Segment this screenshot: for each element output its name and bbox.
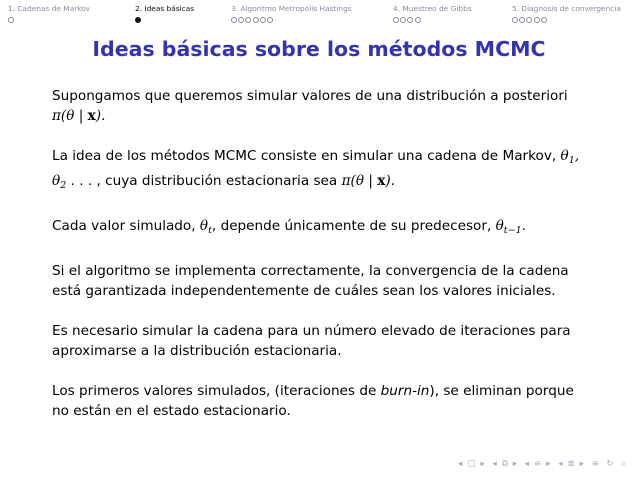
prev-subsection-arrow-icon[interactable]: ◂ xyxy=(492,459,497,469)
nav-section-dots xyxy=(512,16,621,23)
text: Cada valor simulado, xyxy=(52,218,200,234)
text: , depende únicamente de su predecesor, xyxy=(211,218,496,234)
math-theta-prev xyxy=(496,218,522,234)
nav-section-label[interactable]: 4. Muestreo de Gibbs xyxy=(393,4,472,13)
text: Supongamos que queremos simular valores de una distribución a posteriori xyxy=(52,88,568,104)
frame-icon[interactable]: □ xyxy=(467,459,476,469)
nav-section-dots xyxy=(135,16,194,23)
nav-frame-dot[interactable] xyxy=(407,17,413,23)
math-part: ). xyxy=(95,108,106,124)
nav-section-dots xyxy=(8,16,90,23)
nav-section-dots xyxy=(231,16,352,23)
math-subscript: t−1 xyxy=(503,225,522,236)
paragraph-iteraciones: Es necesario simular la cadena para un número elevado de iteraciones para aproximarse a la distribución estacionaria. xyxy=(52,323,571,359)
emphasis-burn-in: burn-in xyxy=(380,383,430,399)
math-sep: , xyxy=(574,148,580,164)
nav-frame-dot[interactable] xyxy=(8,17,14,23)
nav-frame-dot[interactable] xyxy=(260,17,266,23)
nav-section-ideas-basicas[interactable] xyxy=(135,4,194,23)
text: ), se eliminan porque no están en el estado estacionario. xyxy=(52,383,574,419)
math-bold-x: x xyxy=(377,173,386,189)
paragraph-burn-in xyxy=(52,381,592,421)
paragraph-posteriori xyxy=(52,86,592,126)
math-theta: θ xyxy=(52,173,61,189)
slide-body xyxy=(52,86,592,441)
math-subscript: t xyxy=(208,225,212,236)
document-icon[interactable]: ≣ xyxy=(567,459,575,469)
text: . xyxy=(521,218,526,234)
align-icon[interactable]: ≡ xyxy=(591,459,599,469)
section-icon[interactable]: ≡ xyxy=(534,459,542,469)
nav-frame-dot[interactable] xyxy=(238,17,244,23)
back-icon[interactable]: ↻ xyxy=(606,459,614,469)
nav-frame-dot[interactable] xyxy=(526,17,532,23)
nav-frame-dot[interactable] xyxy=(267,17,273,23)
nav-frame-dot[interactable] xyxy=(534,17,540,23)
math-subscript: 1 xyxy=(568,155,575,166)
text: La idea de los métodos MCMC consiste en simular una cadena de Markov, xyxy=(52,148,561,164)
nav-section-muestreo-gibbs[interactable] xyxy=(393,4,472,23)
math-theta: θ xyxy=(495,218,504,234)
text: Los primeros valores simulados, (iteraciones de xyxy=(52,383,381,399)
math-theta-t xyxy=(200,218,212,234)
nav-frame-dot[interactable] xyxy=(253,17,259,23)
nav-section-label[interactable]: 2. Ideas básicas xyxy=(135,4,195,13)
nav-section-dots xyxy=(393,16,472,23)
next-section-arrow-icon[interactable]: ▸ xyxy=(546,459,551,469)
beamer-navigation-controls xyxy=(453,459,626,471)
section-navigation-bar xyxy=(0,0,638,26)
math-part: ). xyxy=(385,173,395,189)
subsection-icon[interactable]: ⧉ xyxy=(501,459,508,469)
nav-frame-dot[interactable] xyxy=(245,17,251,23)
nav-frame-dot[interactable] xyxy=(231,17,237,23)
paragraph-predecesor xyxy=(52,216,592,241)
math-part: π(θ | xyxy=(341,173,378,189)
math-bold-x: x xyxy=(87,108,96,124)
math-posterior xyxy=(52,108,105,124)
nav-frame-dot[interactable] xyxy=(519,17,525,23)
text: cuya distribución estacionaria sea xyxy=(105,173,342,189)
math-posterior xyxy=(342,173,395,189)
nav-frame-dot[interactable] xyxy=(512,17,518,23)
math-part: π(θ | xyxy=(52,108,88,124)
nav-frame-dot[interactable] xyxy=(415,17,421,23)
nav-frame-dot[interactable] xyxy=(393,17,399,23)
nav-section-label[interactable]: 3. Algoritmo Metropolis Hastings xyxy=(231,4,352,13)
math-theta: θ xyxy=(199,218,209,234)
prev-document-arrow-icon[interactable]: ◂ xyxy=(558,459,563,469)
next-frame-arrow-icon[interactable]: ▸ xyxy=(480,459,485,469)
next-document-arrow-icon[interactable]: ▸ xyxy=(579,459,584,469)
text: . . . , xyxy=(66,173,106,189)
nav-section-label[interactable]: 5. Diagnosis de convergencia xyxy=(512,4,621,13)
next-subsection-arrow-icon[interactable]: ▸ xyxy=(512,459,518,469)
slide-title: Ideas básicas sobre los métodos MCMC xyxy=(92,37,546,61)
nav-section-label[interactable]: 1. Cadenas de Markov xyxy=(8,4,91,13)
nav-section-metropolis-hastings[interactable] xyxy=(231,4,352,23)
nav-section-diagnosis-convergencia[interactable] xyxy=(512,4,621,23)
nav-frame-dot[interactable] xyxy=(400,17,406,23)
nav-frame-dot-current[interactable] xyxy=(135,17,141,23)
math-theta: θ xyxy=(560,148,569,164)
paragraph-convergencia: Si el algoritmo se implementa correctamente, la convergencia de la cadena está garantizada independentemente de cuáles sean los valores iniciales. xyxy=(52,263,569,299)
nav-section-cadenas-markov[interactable] xyxy=(8,4,90,23)
prev-frame-arrow-icon[interactable]: ◂ xyxy=(458,459,463,469)
nav-frame-dot[interactable] xyxy=(541,17,547,23)
paragraph-idea-mcmc xyxy=(52,146,592,196)
math-subscript: 2 xyxy=(60,180,67,191)
prev-section-arrow-icon[interactable]: ◂ xyxy=(524,459,530,469)
search-icon[interactable]: ⌕ xyxy=(621,459,626,469)
